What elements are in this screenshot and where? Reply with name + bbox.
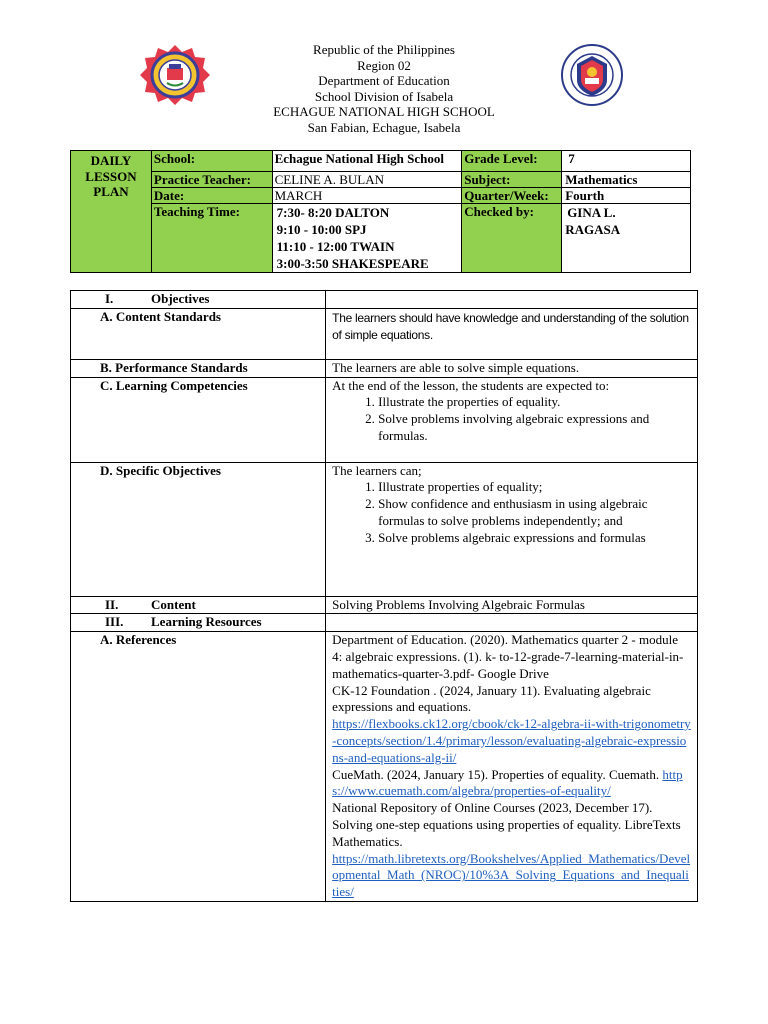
lesson-info-table <box>70 150 691 273</box>
objectives-cell <box>326 291 698 309</box>
content-heading: II. Content <box>71 596 326 614</box>
reference-cuemath: CueMath. (2024, January 15). Properties of equality. Cuemath. https://www.cuemath.com/algebra/properties-of-equality/ <box>332 766 683 799</box>
cuemath-link[interactable]: https://www.cuemath.com/algebra/properties-of-equality/ <box>332 766 683 799</box>
header-line: Republic of the Philippines <box>313 42 455 57</box>
header-line: School Division of Isabela <box>314 88 454 104</box>
specific-objectives-label: D. Specific Objectives <box>71 462 326 596</box>
checked-label: Checked by: <box>462 204 562 273</box>
header-line: ECHAGUE NATIONAL HIGH SCHOOL <box>273 104 495 119</box>
libretexts-link[interactable]: https://math.libretexts.org/Bookshelves/Applied_Mathematics/Developmental_Math_(NROC)/10%3A_Solving_Equations_and_Inequalities/ <box>332 850 691 900</box>
learning-resources-cell <box>326 614 698 632</box>
list-item: 1. Illustrate the properties of equality. <box>378 394 691 411</box>
reference-deped: Department of Education. (2020). Mathematics quarter 2 - module 4: algebraic expressions. (1). k- to-12-grade-7-learning-material-in-mathematics-quarter-3.pdf- Google Drive <box>332 632 684 681</box>
header-line: San Fabian, Echague, Isabela <box>307 119 461 135</box>
list-item: 3. Solve problems algebraic expressions and formulas <box>378 530 691 547</box>
list-item: 2. Solve problems involving algebraic expressions and formulas. <box>378 411 691 445</box>
school-logo <box>139 44 211 106</box>
school-value: Echague National High School <box>272 151 462 172</box>
content-text: Solving Problems Involving Algebraic Formulas <box>326 596 698 614</box>
references-label: A. References <box>71 632 326 902</box>
specific-objectives-text: The learners can; 1. Illustrate properties of equality; 2. Show confidence and enthusiasm in using algebraic formulas to solve problems independently; and 3. Solve problems algebraic expressions and formulas <box>326 462 698 596</box>
subject-label: Subject: <box>462 172 562 188</box>
date-value: MARCH <box>272 188 462 204</box>
grade-label: Grade Level: <box>462 151 562 172</box>
content-standards-label: A. Content Standards <box>71 308 326 359</box>
learning-resources-heading: III. Learning Resources <box>71 614 326 632</box>
performance-standards-label: B. Performance Standards <box>71 359 326 377</box>
performance-standards-text: The learners are able to solve simple equations. <box>326 359 698 377</box>
grade-value: 7 <box>562 151 691 172</box>
learning-competencies-label: C. Learning Competencies <box>71 377 326 462</box>
document-header <box>0 42 768 135</box>
date-label: Date: <box>151 188 272 204</box>
reference-ck12: CK-12 Foundation . (2024, January 11). Evaluating algebraic expressions and equations. <box>332 682 651 715</box>
dlp-title: DAILY LESSON PLAN <box>71 151 152 273</box>
time-value: 7:30- 8:20 DALTON 9:10 - 10:00 SPJ 11:10 - 12:00 TWAIN 3:00-3:50 SHAKESPEARE <box>272 204 462 273</box>
competencies-list <box>332 394 691 444</box>
school-label: School: <box>151 151 272 172</box>
objectives-heading: I. Objectives <box>71 291 326 309</box>
content-standards-text: The learners should have knowledge and understanding of the solution of simple equations. <box>326 308 698 359</box>
checked-value: GINA L. RAGASA <box>562 204 691 273</box>
objectives-list <box>332 479 691 546</box>
quarter-value: Fourth <box>562 188 691 204</box>
reference-libretexts: National Repository of Online Courses (2023, December 17). Solving one-step equations using properties of equality. LibreTexts Mathematics. <box>332 800 681 849</box>
list-item: 1. Illustrate properties of equality; <box>378 479 691 496</box>
teacher-value: CELINE A. BULAN <box>272 172 462 188</box>
subject-value: Mathematics <box>562 172 691 188</box>
references-text <box>326 632 698 902</box>
list-item: 2. Show confidence and enthusiasm in using algebraic formulas to solve problems independently; and <box>378 496 691 530</box>
header-line: Department of Education <box>318 73 450 88</box>
header-line: Region 02 <box>357 57 411 73</box>
ck12-link[interactable]: https://flexbooks.ck12.org/cbook/ck-12-algebra-ii-with-trigonometry-concepts/section/1.4/primary/lesson/evaluating-algebraic-expressions-and-equations-alg-ii/ <box>332 716 691 765</box>
deped-seal <box>561 44 623 106</box>
quarter-label: Quarter/Week: <box>462 188 562 204</box>
lesson-plan-table <box>70 290 698 902</box>
teacher-label: Practice Teacher: <box>151 172 272 188</box>
time-label: Teaching Time: <box>151 204 272 273</box>
learning-competencies-text: At the end of the lesson, the students are expected to: 1. Illustrate the properties of equality. 2. Solve problems involving algebraic expressions and formulas. <box>326 377 698 462</box>
